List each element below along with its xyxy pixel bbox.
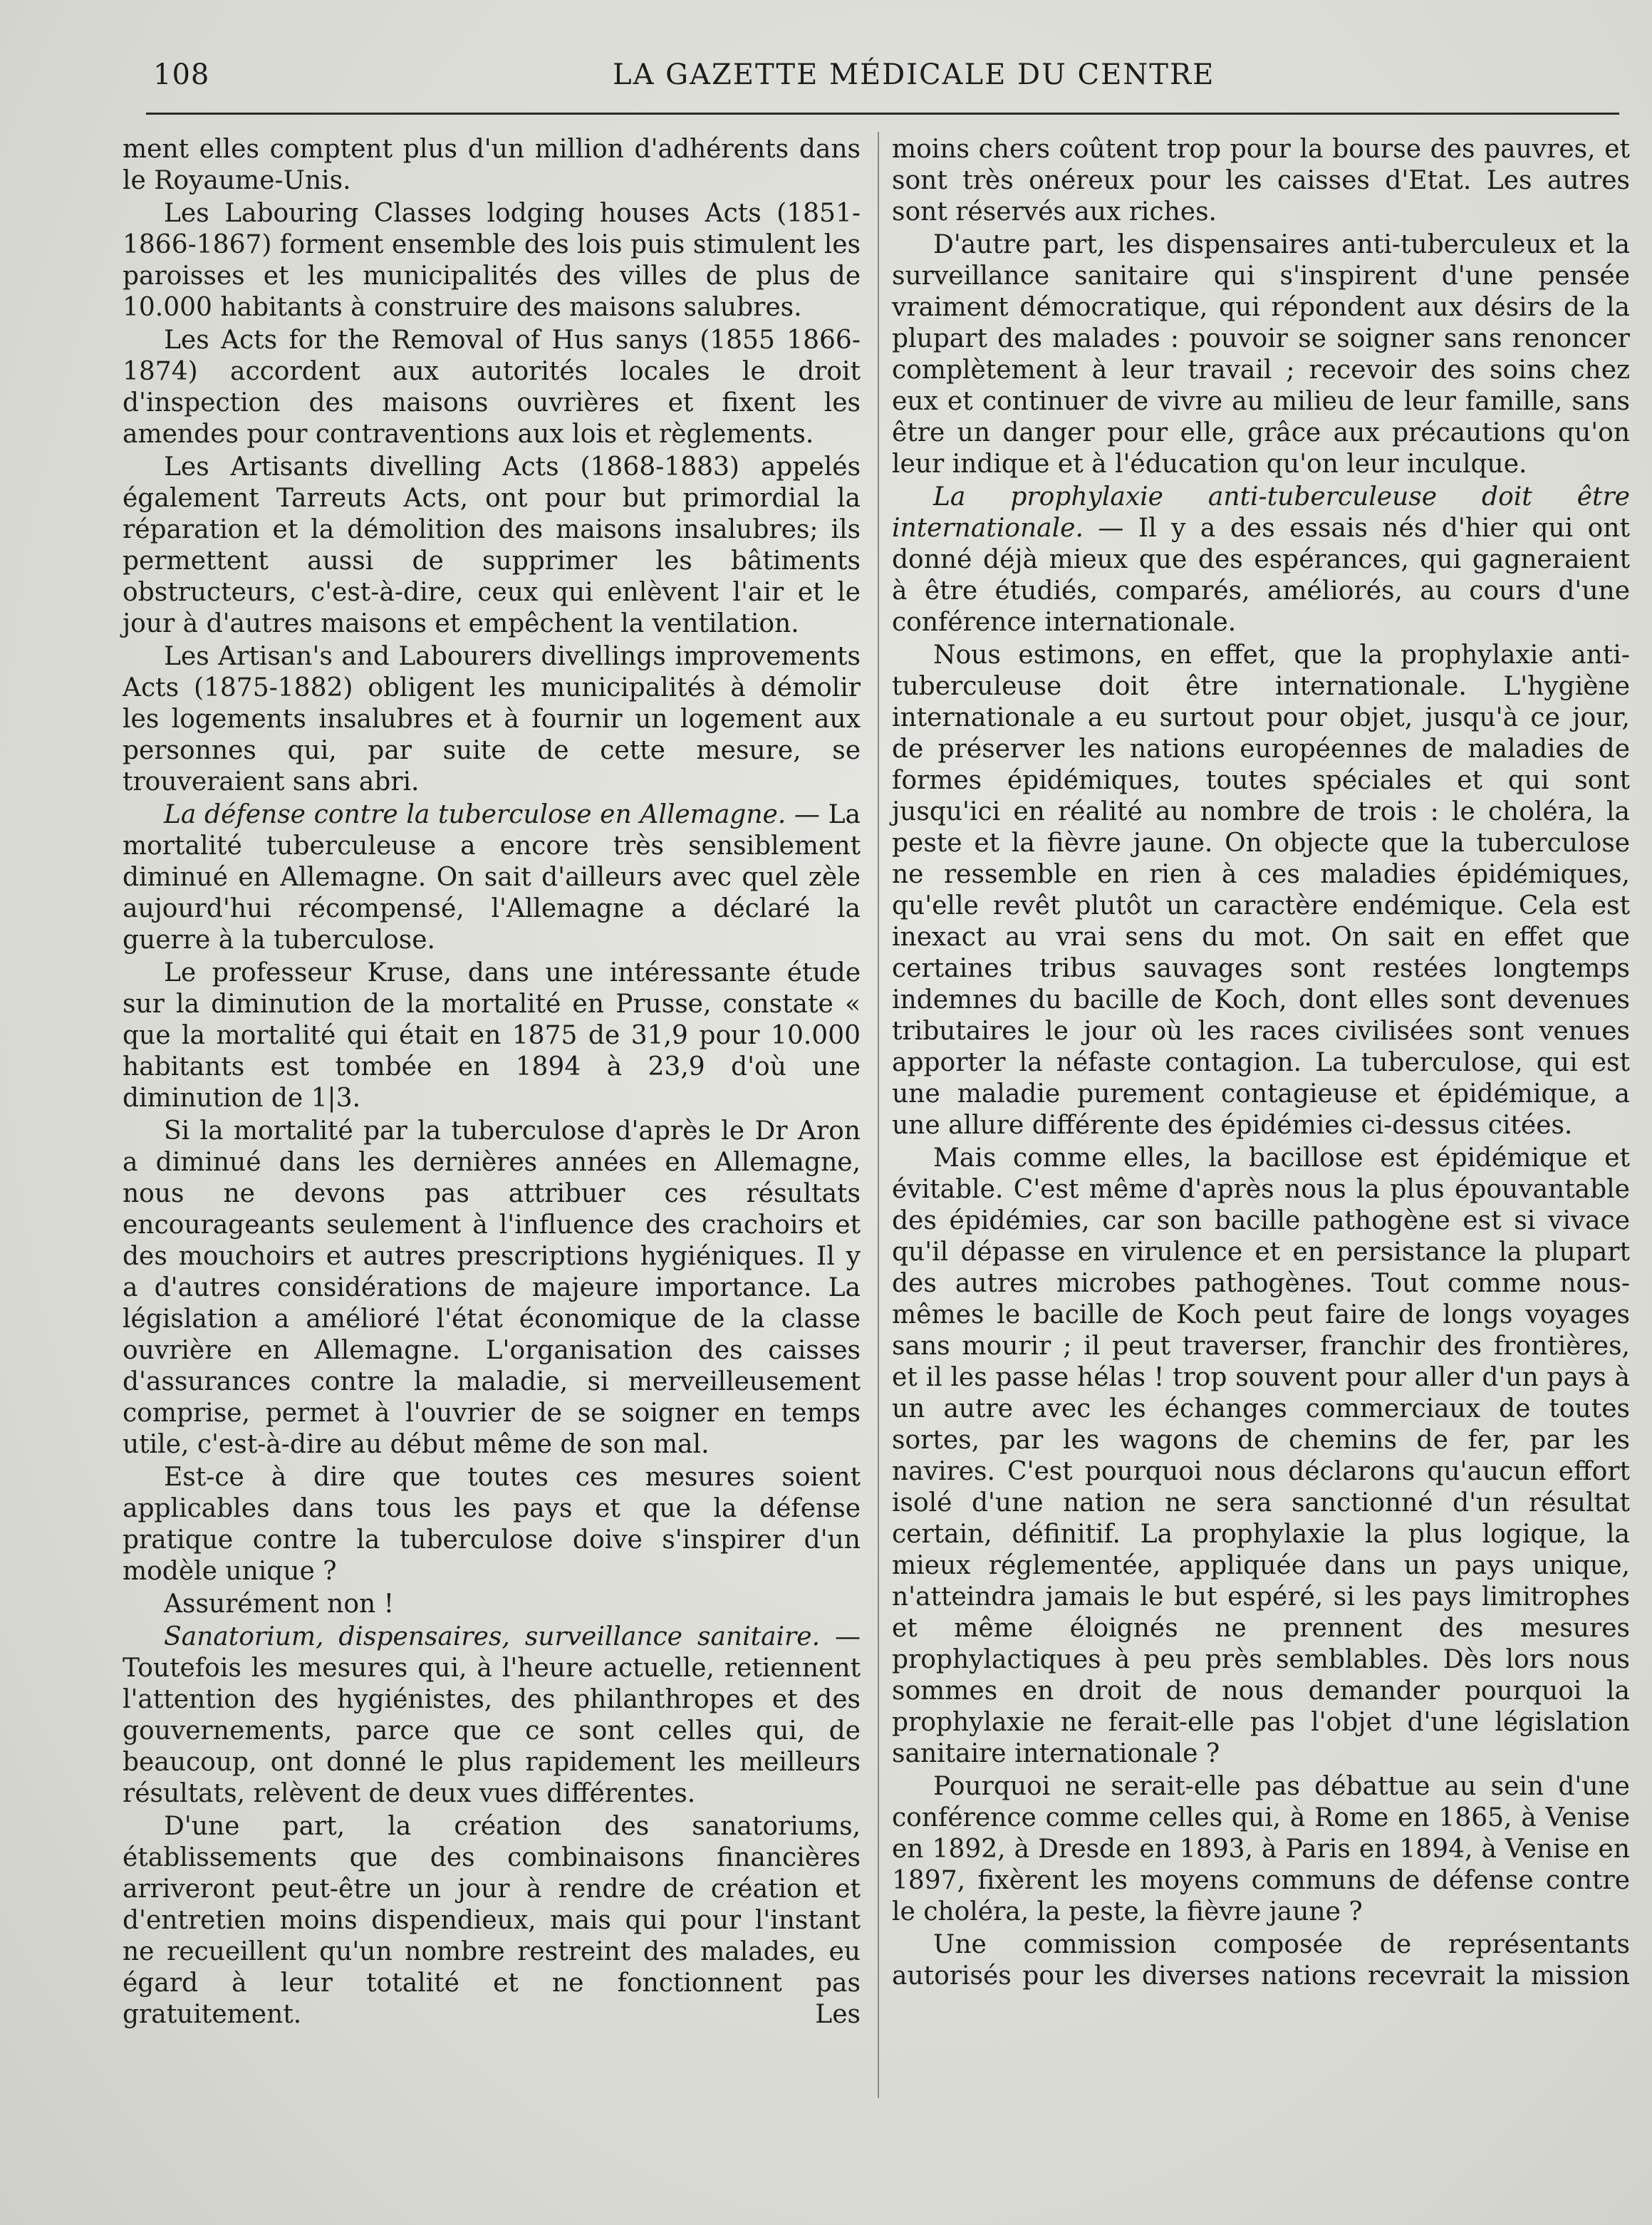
paragraph: Est-ce à dire que toutes ces mesures soient applicables dans tous les pays et que la défense pratique contre la tuberculose doive s'inspirer d'un modèle unique ? <box>123 1463 861 1586</box>
running-title: LA GAZETTE MÉDICALE DU CENTRE <box>613 58 1215 91</box>
paragraph: La défense contre la tuberculose en Allemagne. — La mortalité tuberculeuse a encore très sensiblement diminué en Allemagne. On sait d'ailleurs avec quel zèle aujourd'hui récompensé, l'Allemagne a déclaré la guerre à la tuberculose. <box>123 800 861 955</box>
page-number: 108 <box>153 58 210 91</box>
header-rule <box>146 113 1619 115</box>
paragraph: D'autre part, les dispensaires anti-tuberculeux et la surveillance sanitaire qui s'inspirent d'une pensée vraiment démocratique, qui répondent aux désirs de la plupart des malades : pouvoir se soigner sans renoncer complètement à leur travail ; recevoir des soins chez eux et continuer de vivre au milieu de leur famille, sans être un danger pour elle, grâce aux précautions qu'on leur indique et à l'éducation qu'on leur inculque. <box>892 230 1630 479</box>
paragraph: Les Acts for the Removal of Hus sanys (1855 1866-1874) accordent aux autorités locales le droit d'inspection des maisons ouvrières et fixent les amendes pour contraventions aux lois et règlements. <box>123 326 861 449</box>
paragraph: Si la mortalité par la tuberculose d'après le Dr Aron a diminué dans les dernières années en Allemagne, nous ne devons pas attribuer ces résultats encourageants seulement à l'influence des crachoirs et des mouchoirs et autres prescriptions hygiéniques. Il y a d'autres considérations de majeure importance. La législation a amélioré l'état économique de la classe ouvrière en Allemagne. L'organisation des caisses d'assurances contre la maladie, si merveilleusement comprise, permet à l'ouvrier de se soigner en temps utile, c'est-à-dire au début même de son mal. <box>123 1116 861 1459</box>
paragraph: Mais comme elles, la bacillose est épidémique et évitable. C'est même d'après nous la plus épouvantable des épidémies, car son bacille pathogène est si vivace qu'il dépasse en virulence et en persistance la plupart des autres microbes pathogènes. Tout comme nous-mêmes le bacille de Koch peut faire de longs voyages sans mourir ; il peut traverser, franchir des frontières, et il les passe hélas ! trop souvent pour aller d'un pays à un autre avec les échanges commerciaux de toutes sortes, par les wagons de chemins de fer, par les navires. C'est pourquoi nous déclarons qu'aucun effort isolé d'une nation ne sera sanctionné d'un résultat certain, définitif. La prophylaxie la plus logique, la mieux réglementée, appliquée dans un pays unique, n'atteindra jamais le but espéré, si les pays limitrophes et même éloignés ne prennent des mesures prophylactiques à peu près semblables. Dès lors nous sommes en droit de nous demander pourquoi la prophylaxie ne ferait-elle pas l'objet d'une législation sanitaire internationale ? <box>892 1143 1630 1768</box>
paragraph: Les Labouring Classes lodging houses Acts (1851-1866-1867) forment ensemble des lois puis stimulent les paroisses et les municipalités des villes de plus de 10.000 habitants à construire des maisons salubres. <box>123 199 861 322</box>
column-divider <box>878 132 879 2098</box>
section-heading: Sanatorium, dispensaires, surveillance sanitaire. <box>164 1622 821 1651</box>
paragraph: Assurément non ! <box>164 1589 395 1619</box>
paragraph: moins chers coûtent trop pour la bourse des pauvres, et sont très onéreux pour les caisses d'Etat. Les autres sont réservés aux riches. <box>892 135 1630 227</box>
paragraph: Sanatorium, dispensaires, surveillance sanitaire. — Toutefois les mesures qui, à l'heure actuelle, retiennent l'attention des hygiénistes, des philanthropes et des gouvernements, parce que ce sont celles qui, de beaucoup, ont donné le plus rapidement les meilleurs résultats, relèvent de deux vues différentes. <box>123 1622 861 1808</box>
right-column <box>892 134 1630 1993</box>
running-header <box>153 58 1621 101</box>
paragraph: ment elles comptent plus d'un million d'adhérents dans le Royaume-Unis. <box>123 135 861 195</box>
paragraph: Nous estimons, en effet, que la prophylaxie anti-tuberculeuse doit être internationale. L'hygiène internationale a eu surtout pour objet, jusqu'à ce jour, de préserver les nations européennes de maladies de formes épidémiques, toutes spéciales et qui sont jusqu'ici en réalité au nombre de trois : le choléra, la peste et la fièvre jaune. On objecte que la tuberculose ne ressemble en rien à ces maladies épidémiques, qu'elle revêt plutôt un caractère endémique. Cela est inexact au vrai sens du mot. On sait en effet que certaines tribus sauvages sont restées longtemps indemnes du bacille de Koch, dont elles sont devenues tributaires le jour où les races civilisées sont venues apporter la néfaste contagion. La tuberculose, qui est une maladie purement contagieuse et épidémique, a une allure différente des épidémies ci-dessus citées. <box>892 640 1630 1140</box>
paragraph: Les Artisants divelling Acts (1868-1883) appelés également Tarreuts Acts, ont pour but primordial la réparation et la démolition des maisons insalubres; ils permettent aussi de supprimer les bâtiments obstructeurs, c'est-à-dire, ceux qui enlèvent l'air et le jour à d'autres maisons et empêchent la ventilation. <box>123 452 861 638</box>
paragraph: Une commission composée de représentants autorisés pour les diverses nations recevrait la mission <box>892 1930 1630 1991</box>
left-column <box>123 134 861 2032</box>
paragraph: Les Artisan's and Labourers divellings improvements Acts (1875-1882) obligent les municipalités à démolir les logements insalubres et à fournir un logement aux personnes qui, par suite de cette mesure, se trouveraient sans abri. <box>123 642 861 797</box>
paragraph: D'une part, la création des sanatoriums, établissements que des combinaisons financières arriveront peut-être un jour à rendre de création et d'entretien moins dispendieux, mais qui pour l'instant ne recueillent qu'un nombre restreint des malades, eu égard à leur totalité et ne fonctionnent pas gratuitement. Les <box>123 1812 861 2029</box>
section-heading: La défense contre la tuberculose en Allemagne. — <box>164 800 820 829</box>
section-heading: La prophylaxie anti-tuberculeuse doit être internationale. — <box>892 482 1630 543</box>
paragraph: Pourquoi ne serait-elle pas débattue au sein d'une conférence comme celles qui, à Rome en 1865, à Venise en 1892, à Dresde en 1893, à Paris en 1894, à Venise en 1897, fixèrent les moyens communs de défense contre le choléra, la peste, la fièvre jaune ? <box>892 1772 1630 1926</box>
paragraph: Le professeur Kruse, dans une intéressante étude sur la diminution de la mortalité en Prusse, constate « que la mortalité qui était en 1875 de 31,9 pour 10.000 habitants est tombée en 1894 à 23,9 d'où une diminution de 1|3. <box>123 958 861 1113</box>
paragraph: La prophylaxie anti-tuberculeuse doit être internationale. — Il y a des essais nés d'hier qui ont donné déjà mieux que des espérances, qui gagneraient à être étudiés, comparés, améliorés, au cours d'une conférence internationale. <box>892 482 1630 637</box>
